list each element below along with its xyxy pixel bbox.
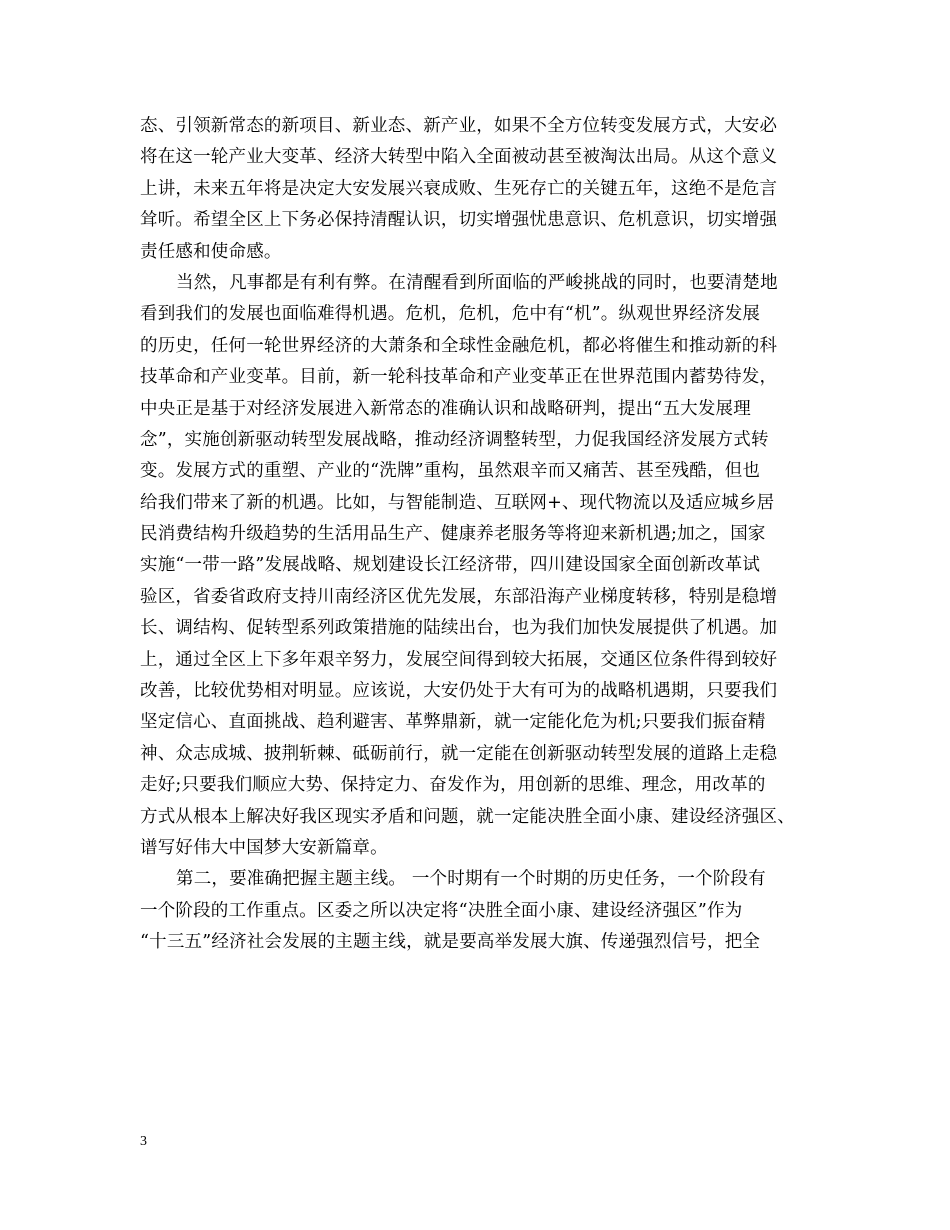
text-line: 改善，比较优势相对明显。应该说，大安仍处于大有可为的战略机遇期，只要我们 (140, 681, 778, 702)
text-line: 上，通过全区上下多年艰辛努力，发展空间得到较大拓展，交通区位条件得到较好 (140, 649, 778, 670)
text-line: 神、众志成城、披荆斩棘、砥砺前行，就一定能在创新驱动转型发展的道路上走稳 (140, 743, 778, 764)
body-text (140, 111, 824, 959)
text-line: 变。发展方式的重塑、产业的“洗牌”重构，虽然艰辛而又痛苦、甚至残酷，但也 (140, 461, 761, 482)
text-line: 谱写好伟大中国梦大安新篇章。 (140, 837, 388, 858)
text-line: 走好;只要我们顺应大势、保持定力、奋发作为，用创新的思维、理念，用改革的 (140, 775, 766, 796)
text-line: 给我们带来了新的机遇。比如，与智能制造、互联网+、现代物流以及适应城乡居 (140, 492, 775, 513)
text-line: 念”，实施创新驱动转型发展战略，推动经济调整转型，力促我国经济发展方式转 (140, 429, 769, 450)
text-line: 长、调结构、促转型系列政策措施的陆续出台，也为我们加快发展提供了机遇。加 (140, 618, 778, 639)
text-line: 上讲，未来五年将是决定大安发展兴衰成败、生死存亡的关键五年，这绝不是危言 (140, 178, 778, 199)
text-line: 实施“一带一路”发展战略、规划建设长江经济带，四川建设国家全面创新改革试 (140, 555, 761, 576)
text-line: 一个阶段的工作重点。区委之所以决定将“决胜全面小康、建设经济强区”作为 (140, 900, 743, 921)
text-line: 中央正是基于对经济发展进入新常态的准确认识和战略研判，提出“五大发展理 (140, 398, 751, 419)
text-line: 看到我们的发展也面临难得机遇。危机，危机，危中有“机”。纵观世界经济发展 (140, 304, 761, 325)
text-line: 民消费结构升级趋势的生活用品生产、健康养老服务等将迎来新机遇;加之，国家 (140, 524, 766, 545)
page-number: 3 (140, 1134, 147, 1149)
text-line: 态、引领新常态的新项目、新业态、新产业，如果不全方位转变发展方式，大安必 (140, 116, 778, 136)
text-line: 方式从根本上解决好我区现实矛盾和问题，就一定能决胜全面小康、建设经济强区、 (140, 806, 795, 827)
text-line: 耸听。希望全区上下务必保持清醒认识，切实增强忧患意识、危机意识，切实增强 (140, 210, 778, 231)
text-line: 将在这一轮产业大变革、经济大转型中陷入全面被动甚至被淘汰出局。从这个意义 (140, 147, 778, 168)
text-line: 技革命和产业变革。目前，新一轮科技革命和产业变革正在世界范围内蓄势待发， (140, 367, 778, 388)
text-line: 责任感和使命感。 (140, 241, 282, 262)
text-line: “十三五”经济社会发展的主题主线，就是要高举发展大旗、传递强烈信号，把全 (140, 932, 761, 953)
text-line: 验区，省委省政府支持川南经济区优先发展，东部沿海产业梯度转移，特别是稳增 (140, 586, 778, 607)
text-line: 坚定信心、直面挑战、趋利避害、革弊鼎新，就一定能化危为机;只要我们振奋精 (140, 712, 766, 733)
text-line: 当然，凡事都是有利有弊。在清醒看到所面临的严峻挑战的同时，也要清楚地 (176, 272, 778, 293)
text-line: 的历史，任何一轮世界经济的大萧条和全球性金融危机，都必将催生和推动新的科 (140, 335, 778, 356)
text-line: 第二，要准确把握主题主线。 一个时期有一个时期的历史任务，一个阶段有 (176, 869, 766, 890)
